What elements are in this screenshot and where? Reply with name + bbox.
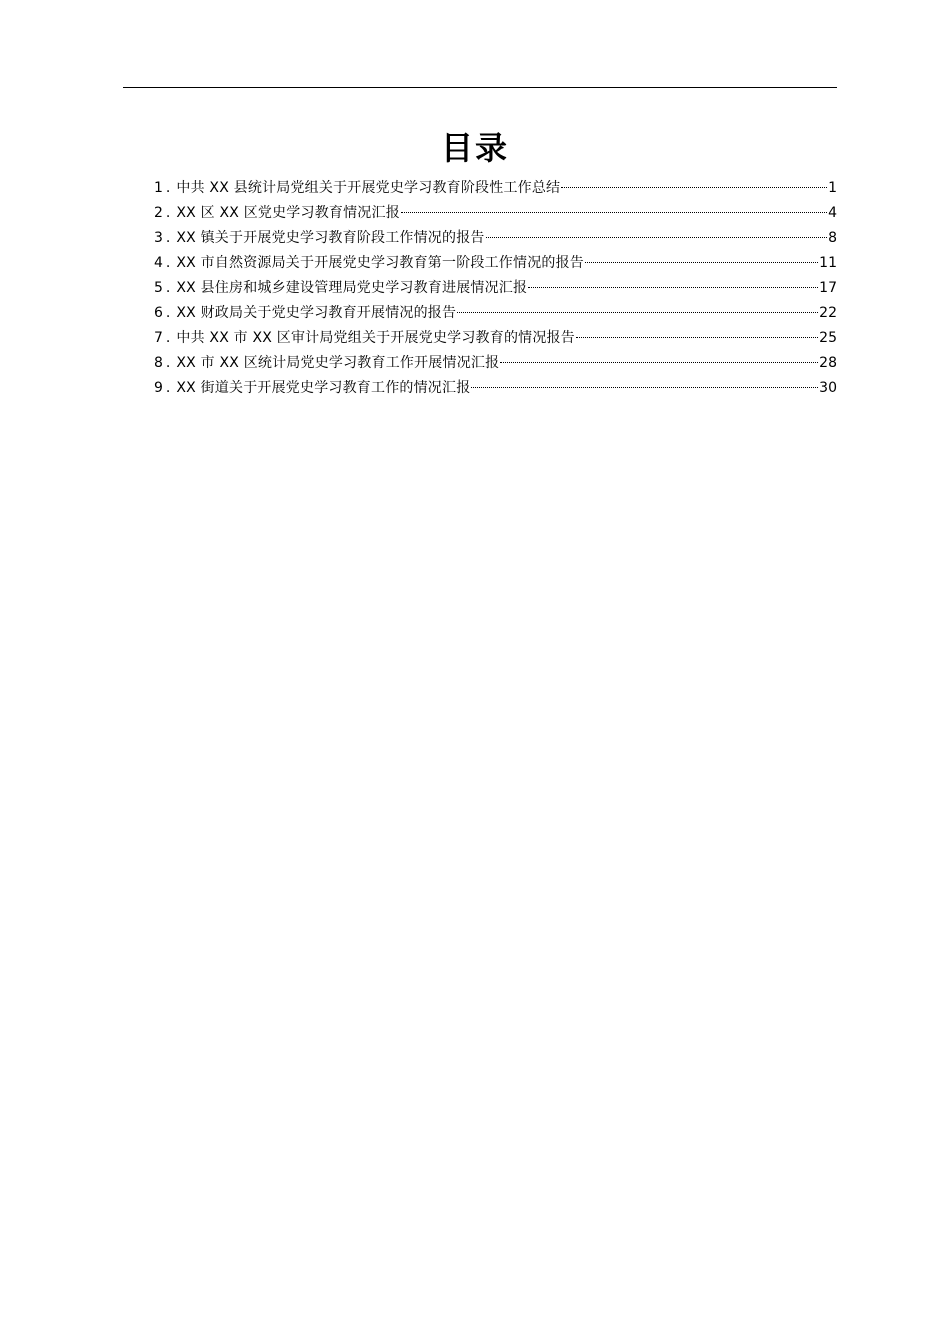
toc-entry-page: 4 [828, 205, 837, 221]
toc-entry-title: XX 县住房和城乡建设管理局党史学习教育进展情况汇报 [176, 280, 528, 296]
toc-entry-title: 中共 XX 市 XX 区审计局党组关于开展党史学习教育的情况报告 [176, 330, 575, 346]
toc-dot-leader [561, 187, 827, 188]
toc-entry-separator: . [165, 305, 171, 321]
toc-entry-9[interactable] [154, 376, 837, 401]
toc-dot-leader [528, 287, 818, 288]
toc-title: 目录 [440, 129, 509, 167]
toc-entry-number: 8 [154, 355, 163, 371]
toc-dot-leader [486, 237, 827, 238]
toc-entry-separator: . [165, 255, 171, 271]
toc-entry-number: 4 [154, 255, 163, 271]
toc-entry-3[interactable] [154, 226, 837, 251]
toc-entry-separator: . [165, 380, 171, 396]
toc-entry-number: 5 [154, 280, 163, 296]
toc-entry-title: XX 市 XX 区统计局党史学习教育工作开展情况汇报 [176, 355, 500, 371]
toc-dot-leader [585, 262, 818, 263]
toc-entry-separator: . [165, 180, 171, 196]
toc-entry-number: 3 [154, 230, 163, 246]
toc-entry-2[interactable] [154, 201, 837, 226]
toc-entry-page: 8 [828, 230, 837, 246]
toc-entry-page: 25 [819, 330, 837, 346]
toc-entry-page: 28 [819, 355, 837, 371]
toc-entry-separator: . [165, 230, 171, 246]
toc-dot-leader [401, 212, 827, 213]
toc-entry-number: 9 [154, 380, 163, 396]
toc-entry-title: XX 市自然资源局关于开展党史学习教育第一阶段工作情况的报告 [176, 255, 585, 271]
toc-entry-title: XX 镇关于开展党史学习教育阶段工作情况的报告 [176, 230, 485, 246]
toc-entry-separator: . [165, 330, 171, 346]
toc-dot-leader [457, 312, 818, 313]
toc-entry-page: 17 [819, 280, 837, 296]
toc-entry-separator: . [165, 205, 171, 221]
toc-entry-page: 22 [819, 305, 837, 321]
toc-entry-number: 2 [154, 205, 163, 221]
toc-entry-number: 1 [154, 180, 163, 196]
toc-list [154, 176, 837, 401]
toc-entry-title: XX 街道关于开展党史学习教育工作的情况汇报 [176, 380, 471, 396]
toc-entry-5[interactable] [154, 276, 837, 301]
toc-entry-separator: . [165, 280, 171, 296]
toc-entry-title: 中共 XX 县统计局党组关于开展党史学习教育阶段性工作总结 [176, 180, 561, 196]
toc-entry-page: 11 [819, 255, 837, 271]
toc-entry-page: 1 [828, 180, 837, 196]
toc-entry-4[interactable] [154, 251, 837, 276]
toc-dot-leader [576, 337, 818, 338]
toc-entry-page: 30 [819, 380, 837, 396]
toc-entry-number: 7 [154, 330, 163, 346]
header-rule [123, 87, 837, 88]
toc-dot-leader [471, 387, 818, 388]
toc-dot-leader [500, 362, 818, 363]
toc-entry-title: XX 区 XX 区党史学习教育情况汇报 [176, 205, 400, 221]
toc-entry-1[interactable] [154, 176, 837, 201]
toc-entry-8[interactable] [154, 351, 837, 376]
toc-entry-7[interactable] [154, 326, 837, 351]
toc-entry-6[interactable] [154, 301, 837, 326]
toc-entry-title: XX 财政局关于党史学习教育开展情况的报告 [176, 305, 457, 321]
toc-entry-separator: . [165, 355, 171, 371]
toc-entry-number: 6 [154, 305, 163, 321]
